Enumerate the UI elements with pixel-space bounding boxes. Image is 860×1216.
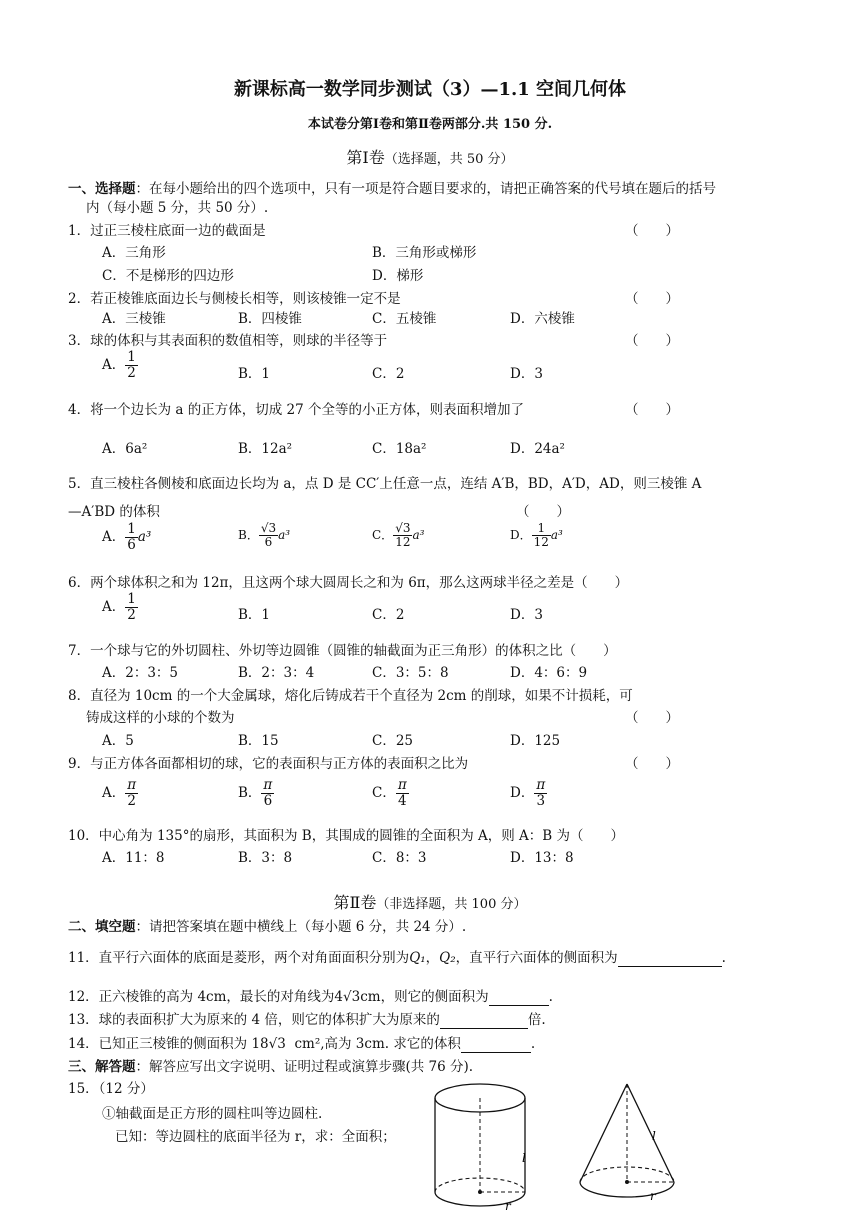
cone-slant-label: l <box>652 1129 656 1143</box>
q6-option-a: A． $\frac{1}{2}$ <box>102 591 136 623</box>
q7-option-b: B．2：3：4 <box>238 665 315 681</box>
cylinder-height-label: l <box>522 1151 526 1165</box>
cone-radius-label: r <box>650 1189 656 1203</box>
q2-stem: 2．若正棱锥底面边长与侧棱长相等，则该棱锥一定不是 <box>68 291 401 307</box>
q5-option-a: A． $\frac{1}{6}$ a³ <box>102 521 152 553</box>
q2-option-a: A．三棱锥 <box>102 311 166 327</box>
section3-instruction: 三、解答题：解答应写出文字说明、证明过程或演算步骤(共 76 分). <box>68 1059 474 1075</box>
q6-option-c: C．2 <box>372 607 405 623</box>
q3-option-a: A． $\frac{1}{2}$ <box>102 349 136 381</box>
q4-option-d: D．24a² <box>510 441 565 457</box>
q6-option-d: D．3 <box>510 607 543 623</box>
page-title: 新课标高一数学同步测试（3）—1.1 空间几何体 <box>233 79 627 100</box>
q2-option-d: D．六棱锥 <box>510 311 575 327</box>
q2-option-b: B．四棱锥 <box>238 311 302 327</box>
cone-figure <box>568 1078 692 1214</box>
q14-stem: 14．已知正三棱锥的侧面积为 18√3 cm²,高为 3cm. 求它的体积 . <box>68 1036 536 1052</box>
q8-paren: （ ） <box>625 710 679 726</box>
q12-stem: 12．正六棱锥的高为 4cm，最长的对角线为4√3cm，则它的侧面积为 . <box>68 989 553 1005</box>
q11-stem: 11．直平行六面体的底面是菱形，两个对角面面积分别为Q₁，Q₂，直平行六面体的侧面积为 . <box>68 950 726 966</box>
q10-option-d: D．13：8 <box>510 850 574 866</box>
q3-option-c: C．2 <box>372 366 405 382</box>
q4-option-a: A．6a² <box>102 441 148 457</box>
section1-instruction: 一、选择题：在每小题给出的四个选项中，只有一项是符合题目要求的，请把正确答案的代号填在题后的括号 <box>68 181 716 197</box>
q7-stem: 7．一个球与它的外切圆柱、外切等边圆锥（圆锥的轴截面为正三角形）的体积之比（ ） <box>68 643 617 659</box>
q9-stem: 9．与正方体各面都相切的球，它的表面积与正方体的表面积之比为 <box>68 756 469 772</box>
q6-option-b: B．1 <box>238 607 271 623</box>
q10-stem: 10．中心角为 135°的扇形，其面积为 B，其围成的圆锥的全面积为 A，则 A：B 为（ ） <box>68 828 624 844</box>
q3-option-d: D．3 <box>510 366 543 382</box>
q4-option-c: C．18a² <box>372 441 427 457</box>
q5-paren: （ ） <box>516 504 570 520</box>
q8-option-b: B．15 <box>238 733 279 749</box>
q1-option-c: C．不是梯形的四边形 <box>102 268 234 284</box>
q8-option-a: A．5 <box>102 733 134 749</box>
q8-option-c: C．25 <box>372 733 414 749</box>
q10-option-a: A．11：8 <box>102 850 165 866</box>
cylinder-radius-label: r <box>505 1199 511 1213</box>
q8-stem-cont: 铸成这样的小球的个数为 <box>86 710 235 726</box>
q9-option-d: D． $\frac{\pi}{3}$ <box>510 777 546 809</box>
q15-number: 15．（12 分） <box>68 1081 154 1097</box>
q8-option-d: D．125 <box>510 733 561 749</box>
q10-option-c: C．8：3 <box>372 850 427 866</box>
q4-paren: （ ） <box>625 402 679 418</box>
q5-stem: 5．直三棱柱各侧棱和底面边长均为 a，点 D 是 CC′上任意一点，连结 A′B，BD，A′D，AD，则三棱锥 A <box>68 476 702 492</box>
q7-option-c: C．3：5：8 <box>372 665 449 681</box>
q3-option-b: B．1 <box>238 366 271 382</box>
q15-line1: ①轴截面是正方形的圆柱叫等边圆柱. <box>102 1106 323 1122</box>
q13-stem: 13．球的表面积扩大为原来的 4 倍，则它的体积扩大为原来的 倍. <box>68 1012 546 1028</box>
q5-stem-cont: —A′BD 的体积 <box>68 504 160 520</box>
q1-stem: 1．过正三棱柱底面一边的截面是 <box>68 223 266 239</box>
q5-option-d: D． $\frac{1}{12}$ a³ <box>510 521 563 550</box>
q2-option-c: C．五棱锥 <box>372 311 437 327</box>
cylinder-figure <box>425 1078 545 1214</box>
part1-heading: 第Ⅰ卷（选择题，共 50 分） <box>346 148 514 167</box>
q1-paren: （ ） <box>625 223 679 239</box>
q9-paren: （ ） <box>625 756 679 772</box>
part2-heading: 第Ⅱ卷（非选择题，共 100 分） <box>333 893 527 912</box>
q5-option-c: C． $\frac{√3}{12}$ a³ <box>372 521 425 550</box>
section1-instruction-cont: 内（每小题 5 分，共 50 分）. <box>86 200 269 216</box>
q8-stem: 8．直径为 10cm 的一个大金属球，熔化后铸成若干个直径为 2cm 的削球，如果不计损耗，可 <box>68 688 633 704</box>
q7-option-a: A．2：3：5 <box>102 665 179 681</box>
q9-option-b: B． $\frac{\pi}{6}$ <box>238 777 273 809</box>
q1-option-a: A．三角形 <box>102 245 166 261</box>
q2-paren: （ ） <box>625 291 679 307</box>
q15-line2: 已知：等边圆柱的底面半径为 r，求：全面积； <box>115 1129 396 1145</box>
q6-stem: 6．两个球体积之和为 12π，且这两个球大圆周长之和为 6π，那么这两球半径之差是（ ） <box>68 575 629 591</box>
q3-stem: 3．球的体积与其表面积的数值相等，则球的半径等于 <box>68 333 388 349</box>
q10-option-b: B．3：8 <box>238 850 293 866</box>
q3-paren: （ ） <box>625 333 679 349</box>
q1-option-b: B．三角形或梯形 <box>372 245 477 261</box>
section2-instruction: 二、填空题：请把答案填在题中横线上（每小题 6 分，共 24 分）. <box>68 919 467 935</box>
q5-option-b: B． $\frac{√3}{6}$ a³ <box>238 521 291 550</box>
q7-option-d: D．4：6：9 <box>510 665 588 681</box>
q9-option-c: C． $\frac{\pi}{4}$ <box>372 777 407 809</box>
q4-stem: 4．将一个边长为 a 的正方体，切成 27 个全等的小正方体，则表面积增加了 <box>68 402 524 418</box>
subtitle: 本试卷分第Ⅰ卷和第Ⅱ卷两部分.共 150 分. <box>307 117 553 132</box>
q9-option-a: A． $\frac{\pi}{2}$ <box>102 777 137 809</box>
q1-option-d: D．梯形 <box>372 268 424 284</box>
q4-option-b: B．12a² <box>238 441 293 457</box>
